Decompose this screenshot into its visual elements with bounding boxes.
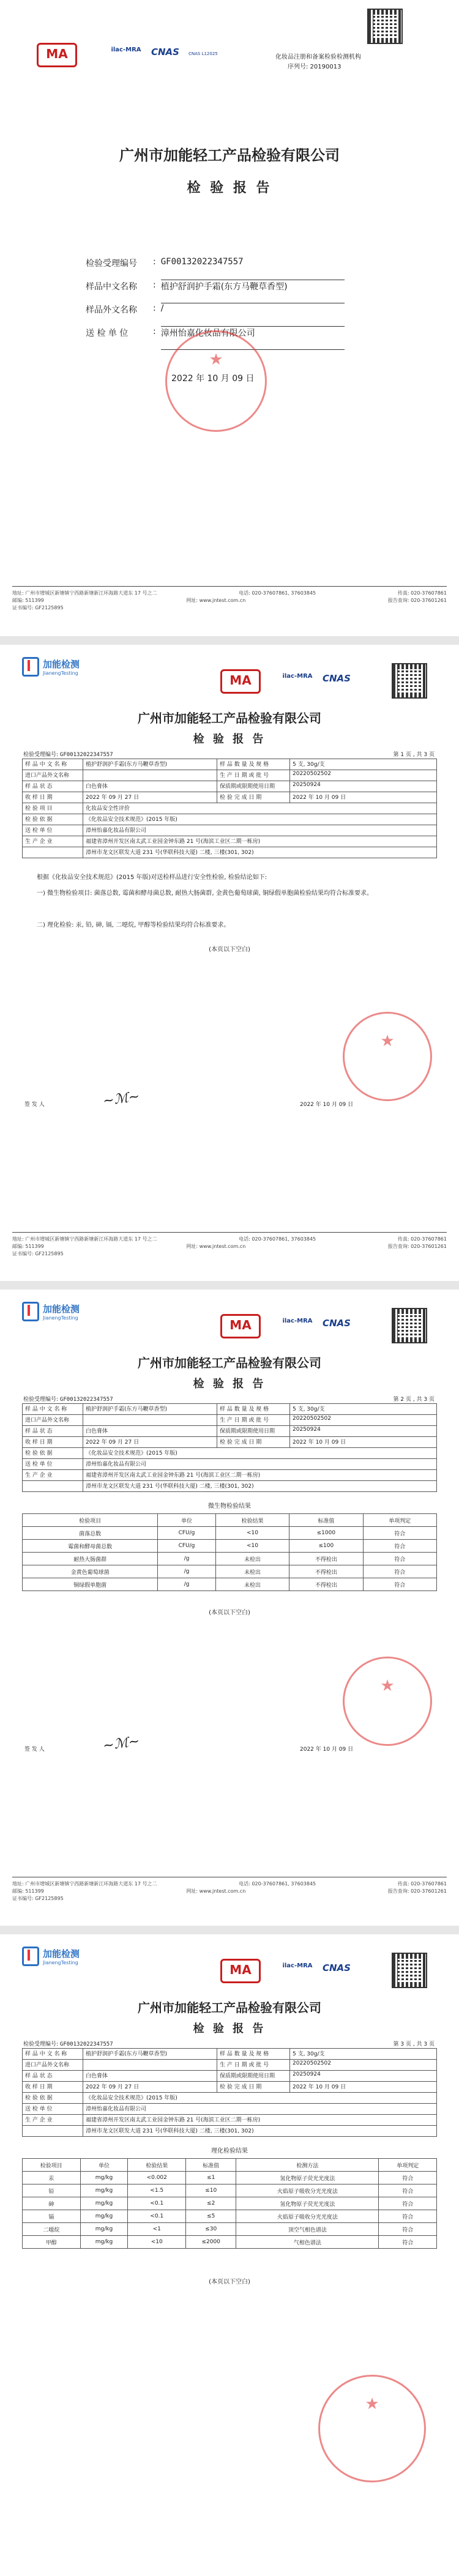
footer-fax: 传真: 020-37607861 (397, 1236, 447, 1242)
official-seal-icon: ★ (343, 1012, 432, 1101)
qr-code-icon (367, 9, 403, 44)
end-note: (本页以下空白) (209, 2279, 250, 2285)
signer-label: 签 发 人 (24, 1746, 45, 1753)
report-number-line: 检验受理编号: GF00132022347557 (23, 2041, 113, 2047)
table-row: 进口产品外文名称 生 产 日 期 或 批 号 20220502502 (23, 770, 437, 781)
ilac-badge: ilac-MRA (282, 1962, 313, 1969)
cosmetic-note-1: 化妆品注册和备案检验检测机构 (275, 54, 361, 61)
signer-label: 签 发 人 (24, 1102, 45, 1108)
table-row: 收 样 日 期 2022 年 09 月 27 日 检 验 完 成 日 期 2022 年 10 月 09 日 (23, 2082, 437, 2093)
table-row: 样 品 状 态 白色膏体 保质期或限期使用日期 20250924 (23, 781, 437, 792)
page-number: 第 1 页 , 共 3 页 (393, 752, 435, 758)
page-separator (0, 636, 459, 645)
footer-report-tel: 报告查询: 020-37601261 (387, 1244, 447, 1249)
footer-post: 邮编: 511399 (12, 598, 44, 603)
section-title: 微生物检验结果 (208, 1503, 251, 1510)
footer-address: 地址: 广州市增城区新塘镇宁西路新塘新江环海路大道东 17 号之二 (12, 590, 157, 596)
cover-field-row: 样品中文名称 : 植护舒润护手霜(东方马鞭草香型) (86, 280, 345, 303)
footer-cert: 证书编号: GF2125895 (12, 1251, 64, 1256)
table-row: 样 品 中 文 名 称 植护舒润护手霜(东方马鞭草香型) 样 品 数 量 及 规 格 5 支, 30g/支 (23, 1404, 437, 1415)
cover-field-row: 检验受理编号 : GF00132022347557 (86, 257, 345, 280)
cover-field-value: GF00132022347557 (161, 257, 345, 280)
footer (12, 590, 447, 612)
cover-company: 广州市加能轻工产品检验有限公司 (119, 146, 340, 164)
footer-post: 邮编: 511399 (12, 1244, 44, 1249)
table-row: 送 检 单 位 漳州怡嘉化妆品有限公司 (23, 1459, 437, 1470)
report-title: 检 验 报 告 (193, 2022, 266, 2035)
qr-code-icon (392, 1953, 427, 1988)
report-company: 广州市加能轻工产品检验有限公司 (138, 2000, 321, 2015)
conclusion-1: 一) 微生物检验项目: 菌落总数, 霉菌和酵母菌总数, 耐热大肠菌群, 金黄色葡萄球菌, 铜绿假单胞菌检验结果均符合标准要求。 (37, 890, 373, 897)
conclusion-intro: 根据《化妆品安全技术规范》(2015 年版)对送检样品进行安全性检验, 检验结论如下: (37, 874, 267, 881)
table-row: 检 验 项 目 化妆品安全性评价 (23, 803, 437, 814)
table-row: 样 品 中 文 名 称 植护舒润护手霜(东方马鞭草香型) 样 品 数 量 及 规 格 5 支, 30g/支 (23, 759, 437, 770)
table-row: 金黄色葡萄球菌 /g 未检出 不得检出 符合 (23, 1565, 437, 1578)
cover-title: 检 验 报 告 (187, 180, 272, 196)
table-row: 样 品 中 文 名 称 植护舒润护手霜(东方马鞭草香型) 样 品 数 量 及 规 格 5 支, 30g/支 (23, 2049, 437, 2060)
company-logo (22, 1302, 80, 1321)
footer-divider (12, 1232, 447, 1233)
footer-address: 地址: 广州市增城区新塘镇宁西路新塘新江环海路大道东 17 号之二 (12, 1236, 157, 1242)
table-row: 漳州市龙文区联发大道 231 号(华联科技大厦) 二楼, 三楼(301, 302) (23, 1481, 437, 1492)
sign-date: 2022 年 10 月 09 日 (300, 1746, 354, 1753)
sign-date: 2022 年 10 月 09 日 (300, 1102, 354, 1108)
page-number: 第 2 页 , 共 3 页 (393, 1397, 435, 1403)
report-number-label: 检验受理编号 (23, 752, 57, 758)
report-title: 检 验 报 告 (193, 1378, 266, 1390)
table-row: 检 验 依 据 《化妆品安全技术规范》(2015 年版) (23, 1448, 437, 1459)
table-row: 检 验 依 据 《化妆品安全技术规范》(2015 年版) (23, 2093, 437, 2104)
footer-site: 网址: www.jntest.com.cn (186, 598, 246, 603)
logo-mark-icon (22, 1947, 39, 1966)
cnas-badge: CNAS (323, 1962, 351, 1973)
table-row: 铜绿假单胞菌 /g 未检出 不得检出 符合 (23, 1578, 437, 1591)
sample-info-table (22, 1403, 437, 1492)
footer-site: 网址: www.jntest.com.cn (186, 1244, 246, 1249)
report-title: 检 验 报 告 (193, 733, 266, 746)
footer-tel: 电话: 020-37607861, 37603845 (239, 590, 316, 596)
sample-info-table (22, 2048, 437, 2137)
signature-icon: ~ℳ~ (102, 1733, 141, 1754)
report-page-3 (0, 1934, 459, 2576)
report-number-line: 检验受理编号: GF00132022347557 (23, 1397, 113, 1403)
cma-badge: MA (220, 669, 261, 694)
table-row: 甲醇 mg/kg <10 ≤2000 气相色谱法 符合 (23, 2236, 437, 2249)
cover-field-label: 检验受理编号 (86, 259, 137, 269)
official-seal-icon: ★ (165, 330, 267, 432)
cover-field-label: 送 检 单 位 (86, 328, 129, 338)
table-row: 收 样 日 期 2022 年 09 月 27 日 检 验 完 成 日 期 2022 年 10 月 09 日 (23, 1437, 437, 1448)
table-header: 检验项目 单位 检验结果 标准值 检测方法 单项判定 (23, 2159, 437, 2172)
table-row: 生 产 企 业 福建省漳州开发区南太武工业园金钟东路 21 号(海滨工业区二期一栋房) (23, 836, 437, 847)
cover-field-row: 样品外文名称 : / (86, 303, 345, 327)
report-page-2 (0, 1290, 459, 1926)
cnas-badge: CNAS (323, 673, 351, 684)
ilac-badge: ilac-MRA (282, 1318, 313, 1324)
table-row: 进口产品外文名称 生 产 日 期 或 批 号 20220502502 (23, 1415, 437, 1426)
table-row: 耐热大肠菌群 /g 未检出 不得检出 符合 (23, 1553, 437, 1565)
footer: 地址: 广州市增城区新塘镇宁西路新塘新江环海路大道东 17 号之二 电话: 020-37607861, 37603845 传真: 020-37607861 邮编: 511399 网址: www.jntest.com.cn 报告查询: 020-37601261 证书编号: GF2125895 (12, 1881, 447, 1901)
cover-field-label: 样品外文名称 (86, 305, 137, 315)
footer-fax: 传真: 020-37607861 (397, 590, 447, 596)
cnas-sub: CNAS L12025 (188, 51, 218, 56)
end-note: (本页以下空白) (209, 1609, 250, 1616)
conclusion-2: 二) 理化检验: 汞, 铅, 砷, 镉, 二噁烷, 甲醇等检验结果均符合标准要求。 (37, 922, 230, 929)
table-row: 生 产 企 业 福建省漳州开发区南太武工业园金钟东路 21 号(海滨工业区二期一栋房) (23, 2115, 437, 2126)
table-row: 菌落总数 CFU/g <10 ≤1000 符合 (23, 1527, 437, 1540)
logo-name: 加能检测 (43, 1304, 80, 1315)
official-seal-icon: ★ (318, 2375, 426, 2482)
cover-field-row: 送 检 单 位 : 漳州怡嘉化妆品有限公司 (86, 327, 345, 350)
qr-code-icon (392, 1308, 427, 1343)
logo-en: JianengTesting (43, 670, 78, 676)
cosmetic-note-2: 序列号: 20190013 (288, 64, 341, 70)
micro-results-table (22, 1513, 437, 1591)
table-row: 样 品 状 态 白色膏体 保质期或限期使用日期 20250924 (23, 2071, 437, 2082)
table-header: 检验项目 单位 检验结果 标准值 单项判定 (23, 1514, 437, 1527)
cnas-badge: CNAS (151, 46, 179, 58)
qr-code-icon (392, 663, 427, 699)
table-row: 送 检 单 位 漳州怡嘉化妆品有限公司 (23, 825, 437, 836)
logo-mark-icon (22, 1302, 39, 1321)
section-title: 理化检验结果 (211, 2148, 248, 2155)
cnas-badge: CNAS (323, 1318, 351, 1329)
footer-report-tel: 报告查询: 020-37601261 (387, 598, 447, 603)
signature-icon: ~ℳ~ (102, 1088, 141, 1110)
company-logo (22, 657, 80, 677)
page-separator (0, 1926, 459, 1934)
cover-page (0, 0, 459, 636)
report-company: 广州市加能轻工产品检验有限公司 (138, 1356, 321, 1370)
report-page-1 (0, 645, 459, 1281)
table-row: 霉菌和酵母菌总数 CFU/g <10 ≤100 符合 (23, 1540, 437, 1553)
table-row: 样 品 状 态 白色膏体 保质期或限期使用日期 20250924 (23, 1426, 437, 1437)
company-logo: 加能检测 JianengTesting (22, 1947, 80, 1966)
footer-divider (12, 586, 447, 587)
logo-mark-icon (22, 657, 39, 677)
table-row: 汞 mg/kg <0.002 ≤1 氢化物原子荧光光度法 符合 (23, 2172, 437, 2184)
end-note: (本页以下空白) (209, 946, 250, 953)
table-row: 检 验 依 据 《化妆品安全技术规范》(2015 年版) (23, 814, 437, 825)
logo-en: JianengTesting (43, 1315, 78, 1321)
footer-tel: 电话: 020-37607861, 37603845 (239, 1236, 316, 1242)
report-company: 广州市加能轻工产品检验有限公司 (138, 711, 321, 726)
table-row: 生 产 企 业 福建省漳州开发区南太武工业园金钟东路 21 号(海滨工业区二期一栋房) (23, 1470, 437, 1481)
cma-badge: MA (220, 1959, 261, 1983)
table-row: 送 检 单 位 漳州怡嘉化妆品有限公司 (23, 2104, 437, 2115)
table-row: 漳州市龙文区联发大道 231 号(华联科技大厦) 二楼, 三楼(301, 302) (23, 847, 437, 858)
table-row: 进口产品外文名称 生 产 日 期 或 批 号 20220502502 (23, 2060, 437, 2071)
table-row: 漳州市龙文区联发大道 231 号(华联科技大厦) 二楼, 三楼(301, 302) (23, 2126, 437, 2137)
cover-field-value: 植护舒润护手霜(东方马鞭草香型) (161, 280, 345, 303)
cma-badge: MA (220, 1314, 261, 1338)
table-row: 砷 mg/kg <0.1 ≤2 氢化物原子荧光光度法 符合 (23, 2197, 437, 2210)
ilac-badge: ilac-MRA (111, 46, 141, 53)
cover-field-label: 样品中文名称 (86, 282, 137, 292)
cover-field-value: / (161, 303, 345, 327)
ilac-badge: ilac-MRA (282, 673, 313, 680)
table-row: 镉 mg/kg <0.1 ≤5 火焰原子吸收分光光度法 符合 (23, 2210, 437, 2223)
chem-results-table (22, 2158, 437, 2249)
cover-date: 2022 年 10 月 09 日 (171, 374, 255, 384)
table-row: 收 样 日 期 2022 年 09 月 27 日 检 验 完 成 日 期 2022 年 10 月 09 日 (23, 792, 437, 803)
table-row: 二噁烷 mg/kg <1 ≤30 顶空气相色谱法 符合 (23, 2223, 437, 2236)
report-number: GF00132022347557 (59, 752, 113, 758)
page-separator (0, 1281, 459, 1290)
page-number: 第 3 页 , 共 3 页 (393, 2041, 435, 2047)
footer (12, 1236, 447, 1258)
official-seal-icon: ★ (343, 1657, 432, 1746)
cma-badge: MA (37, 43, 77, 67)
logo-name: 加能检测 (43, 659, 80, 670)
sample-info-table (22, 759, 437, 858)
footer-cert: 证书编号: GF2125895 (12, 605, 64, 611)
table-row: 铅 mg/kg <1.5 ≤10 火焰原子吸收分光光度法 符合 (23, 2184, 437, 2197)
cover-field-value: 漳州怡嘉化妆品有限公司 (161, 327, 345, 350)
report-number-line: 检验受理编号: GF00132022347557 (23, 752, 113, 758)
